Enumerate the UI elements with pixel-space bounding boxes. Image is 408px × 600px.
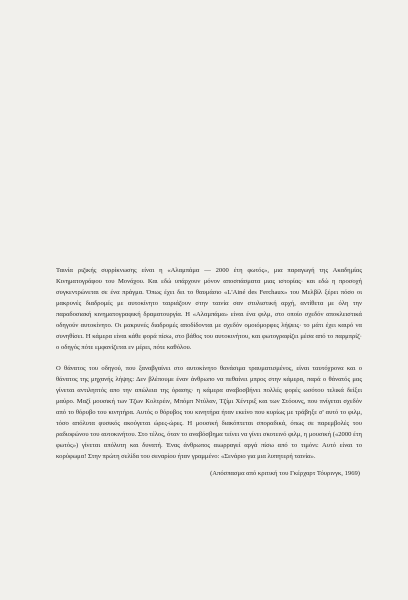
paragraph-intro: Ταινία ριζικής συρρίκνωσης είναι η «Αλαμπάμα — 2000 έτη φωτός», μια παραγωγή της Ακαδημίας Κινηματογράφου του Μονάχου. Και εδώ υπάρχουν μόνον αποσπάσματα μιας ιστορίας· και εδώ η προσοχή συγκεντρώνεται σε ένα πράγμα. Όπως έχει δει το θαυμάσιο «L'Ainé des Ferchaux» του Μελβίλ ξέρει πόσο οι μακρυνές διαδρομές με αυτοκίνητο ταιριάζουν στην ταινία σαν στυλιστική αρχή, αντίθετα με όλη την παραδοσιακή κινηματογραφική δραματουργία. Η «Αλαμπάμα» είναι ένα φιλμ, στο οποίο σχεδόν αποκλειστικά οδηγούν αυτοκίνητο. Οι μακρυνές διαδρομές αποδίδονται με σχεδόν ομοιόμορφες λήψεις· το μάτι έχει καιρό να συνηθίσει. Η κάμερα είναι κάθε φορά πίσω, στο βάθος του αυτοκινήτου, και φωτογραφίζει μέσα από το παρμπρίζ· ο οδηγός πότε εμφανίζεται εν μέρει, πότε καθόλου. (56, 267, 362, 351)
paragraph-death-scene: Ο θάνατος του οδηγού, που ξαναβγαίνει στο αυτοκίνητο θανάσιμα τραυματισμένος, είναι ταυτόχρονα και ο θάνατος της μηχανής λήψης: Δεν βλέπουμε έναν άνθρωπο να πεθαίνει μπρος στην κάμερα, παρά ο θάνατός μας γίνεται αντιληπτός απο την απώλεια της όρασης· η κάμερα αναβοσβήνει πολλές φορές ωσότου τελικά δείξει μαύρο. Μαζί μουσική των Τζων Κολτρέιν, Μπόμπ Ντύλαν, Τζίμι Χέντριξ και των Στόουνς, που πνίγεται σχεδόν από το θόρυβο του κινητήρα. Αυτός ο θόρυβος του κινητήρα ήταν εκείνο που κυρίως με τράβηξε σ' αυτό το φιλμ, τόσο απόλυτα φυσικός ακούγεται ώρες-ώρες. Η μουσική διακόπτεται σποραδικά, όπως σε παρεμβολές του ραδιοφώνου του αυτοκινήτου. Στο τέλος, όταν το αναβόσβημα τείνει να γίνει σκοτεινό φιλμ, η μουσική («2000 έτη φωτός») γίνεται απόλυτη και δυνατή. Ένας άνθρωπος αιωρραγεί αργά πίσω από το τιμόνι: Αυτό είναι το κορύφωμα! Στην πρώτη σελίδα του σεναρίου ήταν γραμμένο: «Σενάριο για μια λυπητερή ταινία». (56, 365, 362, 460)
source-citation: (Απόσπασμα από κριτική του Γκέρχαρτ Τόυρινγκ, 1969) (210, 470, 360, 477)
article-body (56, 265, 362, 479)
